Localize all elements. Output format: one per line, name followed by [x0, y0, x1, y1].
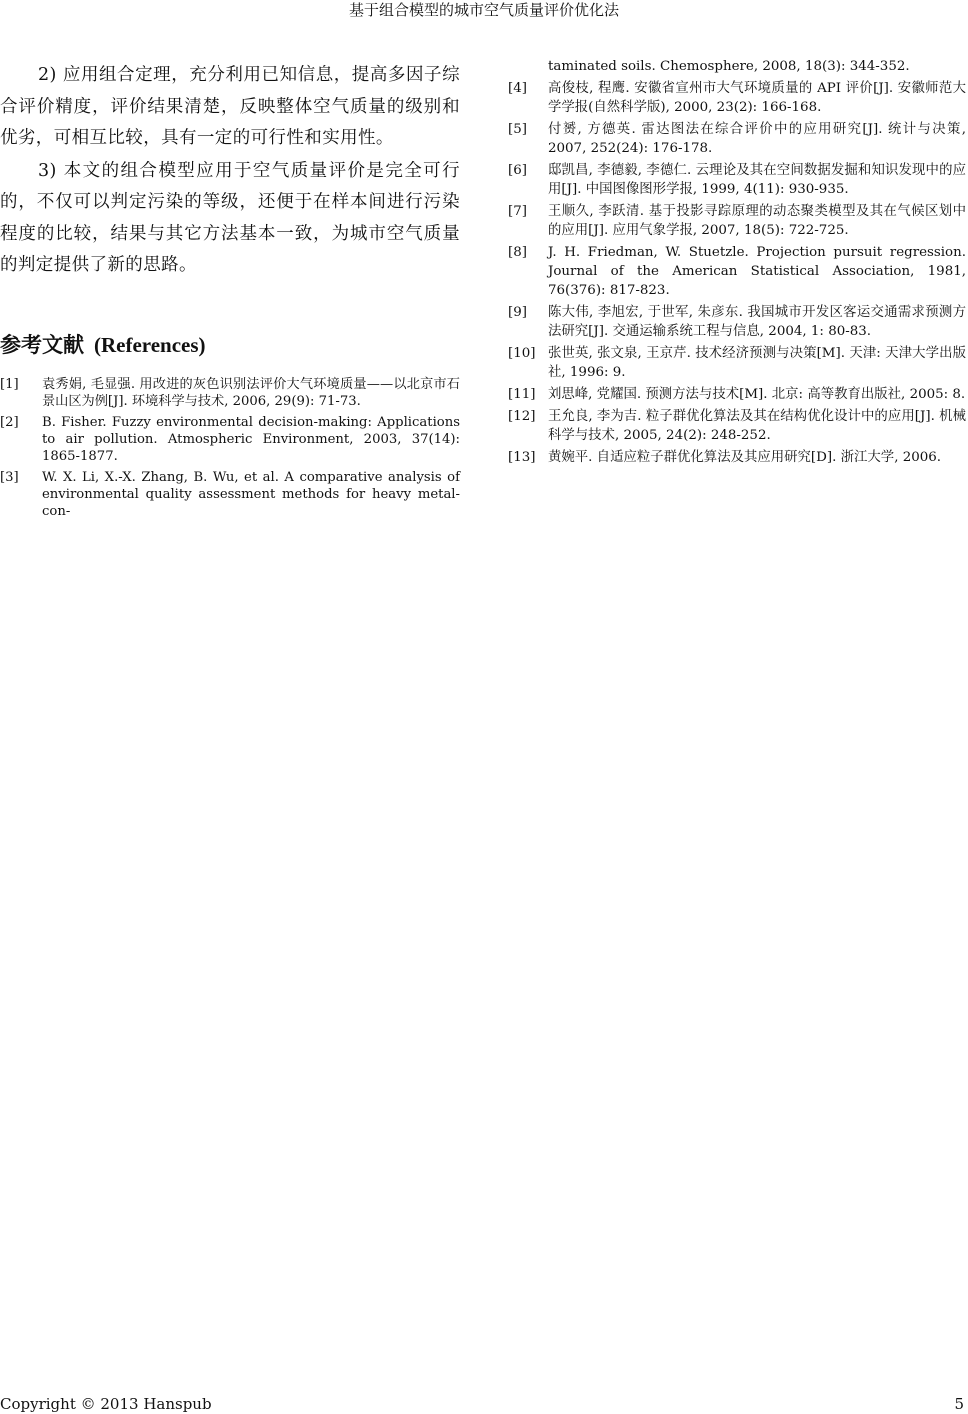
references-title-cn: 参考文献	[0, 331, 84, 357]
references-title-en: (References)	[94, 332, 206, 357]
reference-item	[508, 120, 966, 158]
reference-text: 黄婉平. 自适应粒子群优化算法及其应用研究[D]. 浙江大学, 2006.	[548, 450, 942, 465]
reference-number: [10]	[508, 346, 536, 361]
reference-text: B. Fisher. Fuzzy environmental decision-making: Applications to air pollution. Atmospheric Environment, 2003, 37(14): 1865-1877.	[42, 414, 460, 464]
reference-item	[508, 161, 966, 199]
reference-item	[508, 407, 966, 445]
reference-number: [5]	[508, 122, 527, 137]
reference-text: 邸凯昌, 李德毅, 李德仁. 云理论及其在空间数据发掘和知识发现中的应用[J]. 中国图像图形学报, 1999, 4(11): 930-935.	[548, 163, 966, 197]
copyright-notice: Copyright © 2013 Hanspub	[0, 1395, 212, 1413]
left-column	[0, 60, 460, 524]
reference-number: [11]	[508, 387, 536, 402]
reference-number: [4]	[508, 81, 527, 96]
reference-number: [1]	[0, 376, 19, 392]
reference-number: [6]	[508, 163, 527, 178]
reference-number: [2]	[0, 414, 19, 430]
reference-number: [12]	[508, 409, 536, 424]
reference-item	[508, 202, 966, 240]
reference-number: [3]	[0, 469, 19, 485]
reference-item	[508, 385, 966, 404]
reference-text: 高俊枝, 程鹰. 安徽省宣州市大气环境质量的 API 评价[J]. 安徽师范大学学报(自然科学版), 2000, 23(2): 166-168.	[548, 81, 966, 115]
reference-continuation: taminated soils. Chemosphere, 2008, 18(3): 344-352.	[548, 59, 910, 74]
reference-number: [7]	[508, 204, 527, 219]
references-heading	[0, 332, 460, 358]
reference-text: 王允良, 李为吉. 粒子群优化算法及其在结构优化设计中的应用[J]. 机械科学与技术, 2005, 24(2): 248-252.	[548, 409, 966, 443]
page-number: 5	[954, 1395, 964, 1413]
reference-text: 陈大伟, 李旭宏, 于世军, 朱彦东. 我国城市开发区客运交通需求预测方法研究[J]. 交通运输系统工程与信息, 2004, 1: 80-83.	[548, 305, 966, 339]
reference-text: J. H. Friedman, W. Stuetzle. Projection pursuit regression. Journal of the American Statistical Association, 1981, 76(376): 817-823.	[548, 245, 966, 298]
reference-item	[508, 303, 966, 341]
reference-item	[508, 448, 966, 467]
conclusion-paragraph-2: 2) 应用组合定理，充分利用已知信息，提高多因子综合评价精度，评价结果清楚，反映整体空气质量的级别和优劣，可相互比较，具有一定的可行性和实用性。	[0, 65, 460, 148]
reference-number: [9]	[508, 305, 527, 320]
reference-text: 付赟, 方德英. 雷达图法在综合评价中的应用研究[J]. 统计与决策, 2007, 252(24): 176-178.	[548, 122, 966, 156]
reference-item	[508, 344, 966, 382]
right-column	[508, 57, 966, 470]
conclusion-paragraph-3: 3) 本文的组合模型应用于空气质量评价是完全可行的，不仅可以判定污染的等级，还便于在样本间进行污染程度的比较，结果与其它方法基本一致，为城市空气质量的判定提供了新的思路。	[0, 160, 460, 275]
reference-number: [8]	[508, 245, 527, 260]
running-header: 基于组合模型的城市空气质量评价优化法	[348, 1, 619, 19]
reference-text: 袁秀娟, 毛显强. 用改进的灰色识别法评价大气环境质量——以北京市石景山区为例[J]. 环境科学与技术, 2006, 29(9): 71-73.	[42, 376, 460, 409]
reference-text: 刘思峰, 党耀国. 预测方法与技术[M]. 北京: 高等教育出版社, 2005: 8.	[548, 387, 966, 402]
reference-item	[0, 414, 460, 465]
reference-item	[508, 79, 966, 117]
reference-text: 张世英, 张文泉, 王京芹. 技术经济预测与决策[M]. 天津: 天津大学出版社, 1996: 9.	[548, 346, 966, 380]
reference-item	[508, 243, 966, 300]
reference-text: 王顺久, 李跃清. 基于投影寻踪原理的动态聚类模型及其在气候区划中的应用[J]. 应用气象学报, 2007, 18(5): 722-725.	[548, 204, 966, 238]
reference-number: [13]	[508, 450, 536, 465]
reference-item	[0, 376, 460, 410]
reference-text: W. X. Li, X.-X. Zhang, B. Wu, et al. A comparative analysis of environmental quality assessment methods for heavy metal-con-	[42, 469, 460, 519]
reference-item	[0, 469, 460, 520]
